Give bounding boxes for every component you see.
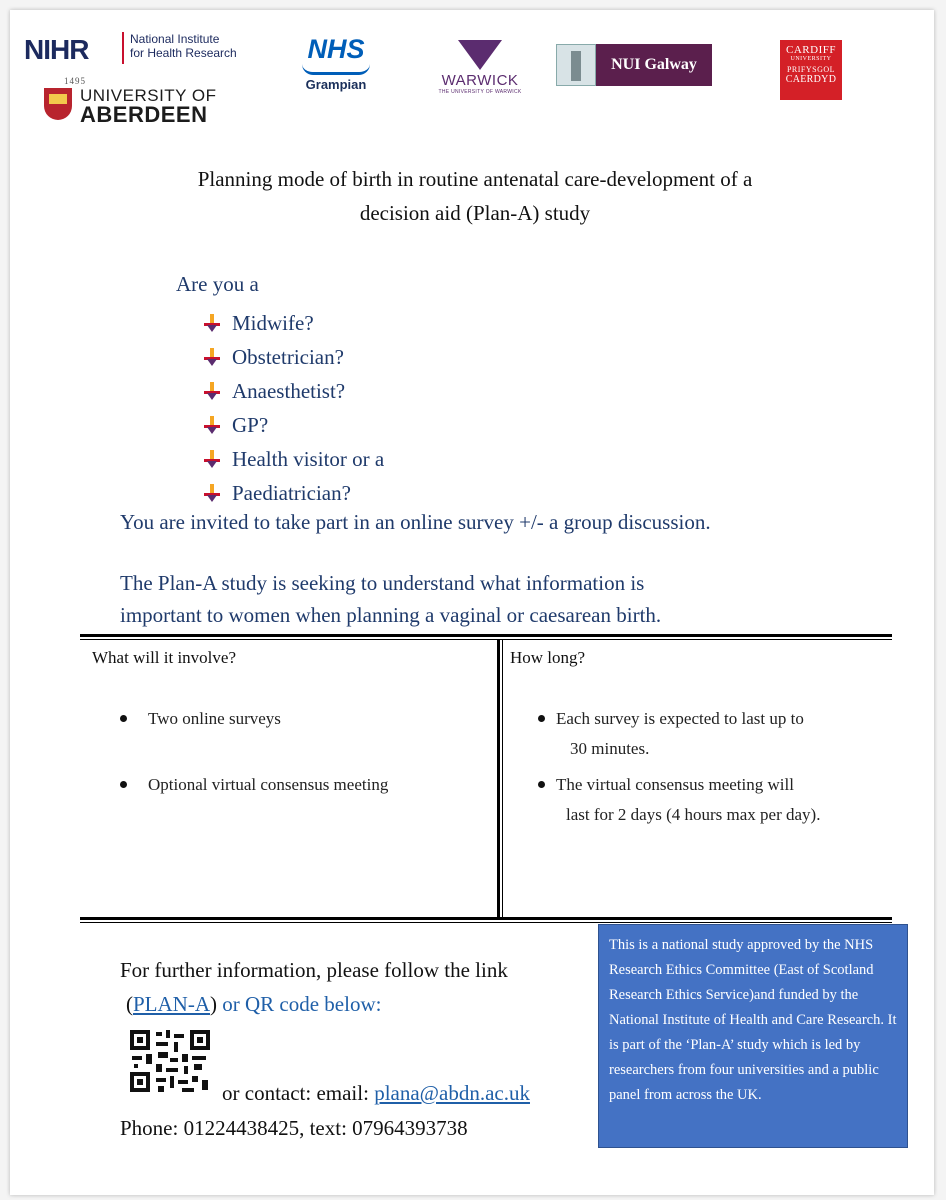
role-label: Midwife? bbox=[232, 310, 314, 335]
nuig-name: NUI Galway bbox=[596, 44, 712, 86]
list-item bbox=[204, 476, 384, 510]
duration-item-line1: Each survey is expected to last up to bbox=[556, 709, 804, 728]
arrow-bullet-icon bbox=[204, 382, 220, 400]
aberdeen-crest-icon bbox=[44, 88, 72, 120]
list-item bbox=[204, 340, 384, 374]
purpose-line1: The Plan-A study is seeking to understand what information is bbox=[120, 571, 645, 595]
involve-item: Optional virtual consensus meeting bbox=[148, 775, 389, 794]
nihr-line1: National Institute bbox=[130, 32, 220, 46]
aberdeen-line2: ABERDEEN bbox=[80, 102, 208, 127]
audience-lead: Are you a bbox=[176, 272, 259, 296]
arrow-bullet-icon bbox=[204, 484, 220, 502]
nihr-logo bbox=[24, 28, 254, 68]
nihr-divider bbox=[122, 32, 124, 64]
warwick-sub: THE UNIVERSITY OF WARWICK bbox=[438, 89, 522, 95]
nhs-wave-icon bbox=[302, 64, 370, 75]
warwick-name: WARWICK bbox=[441, 72, 519, 89]
purpose-text bbox=[120, 567, 820, 631]
table-top-rule bbox=[80, 634, 892, 637]
nihr-line2: for Health Research bbox=[130, 46, 237, 60]
involve-item: Two online surveys bbox=[148, 709, 281, 728]
table-top-rule-thin bbox=[80, 639, 892, 640]
purpose-line2: important to women when planning a vaginal or caesarean birth. bbox=[120, 603, 662, 627]
nui-galway-logo bbox=[556, 44, 712, 86]
role-label: GP? bbox=[232, 412, 269, 437]
table-column-divider bbox=[497, 640, 500, 920]
roles-list bbox=[204, 306, 384, 510]
link-close-paren: ) bbox=[210, 992, 217, 1016]
table-bottom-rule-thin bbox=[80, 922, 892, 923]
cardiff-line3: PRIFYSGOL bbox=[786, 65, 836, 74]
cardiff-line2: UNIVERSITY bbox=[790, 56, 832, 62]
phone-text: Phone: 01224438425, text: 07964393738 bbox=[120, 1116, 468, 1140]
list-item bbox=[538, 770, 898, 830]
qr-prompt: or QR code below: bbox=[217, 992, 382, 1016]
title-line2: decision aid (Plan-A) study bbox=[359, 201, 591, 225]
role-label: Health visitor or a bbox=[232, 446, 385, 471]
plan-a-link[interactable]: PLAN-A bbox=[133, 992, 210, 1016]
bullet-dot-icon bbox=[538, 781, 545, 788]
duration-item-line2: 30 minutes. bbox=[570, 739, 650, 758]
nuig-tower-icon bbox=[556, 44, 596, 86]
nihr-mark: NIHR bbox=[24, 34, 89, 65]
aberdeen-logo bbox=[44, 76, 244, 127]
flyer-page bbox=[10, 10, 934, 1195]
aberdeen-line1: UNIVERSITY OF bbox=[80, 86, 217, 105]
role-label: Paediatrician? bbox=[232, 480, 351, 505]
invite-text: You are invited to take part in an online survey +/- a group discussion. bbox=[120, 510, 711, 534]
info-link-line bbox=[126, 992, 381, 1017]
link-open-paren: ( bbox=[126, 992, 133, 1016]
cardiff-line1: CARDIFF bbox=[786, 44, 836, 56]
contact-line bbox=[222, 1081, 530, 1106]
aberdeen-year: 1495 bbox=[64, 76, 86, 86]
ethics-box: This is a national study approved by the NHS Research Ethics Committee (East of Scotland Research Ethics Service)and funded by the National Institute of Health and Care Research. It is part of the ‘Plan-A’ study which is led by researchers from four universities and a public panel from across the UK. bbox=[598, 924, 908, 1148]
list-item bbox=[120, 704, 281, 734]
bullet-dot-icon bbox=[120, 781, 127, 788]
list-item bbox=[538, 704, 888, 764]
table-bottom-rule bbox=[80, 917, 892, 920]
study-title bbox=[120, 162, 830, 230]
cardiff-line4: CAERDYD bbox=[785, 74, 837, 85]
bullet-dot-icon bbox=[538, 715, 545, 722]
qr-code-icon[interactable] bbox=[130, 1030, 210, 1092]
arrow-bullet-icon bbox=[204, 314, 220, 332]
list-item bbox=[204, 374, 384, 408]
table-column-divider-thin bbox=[502, 640, 503, 920]
cardiff-logo bbox=[780, 40, 842, 100]
info-text: For further information, please follow the link bbox=[120, 958, 508, 982]
bullet-dot-icon bbox=[120, 715, 127, 722]
role-label: Anaesthetist? bbox=[232, 378, 346, 403]
nhs-name: Grampian bbox=[305, 77, 367, 92]
duration-item-line2: last for 2 days (4 hours max per day). bbox=[566, 805, 821, 824]
role-label: Obstetrician? bbox=[232, 344, 344, 369]
how-long-header: How long? bbox=[510, 648, 586, 667]
warwick-logo bbox=[426, 40, 534, 100]
title-line1: Planning mode of birth in routine antenatal care-development of a bbox=[197, 167, 753, 191]
list-item bbox=[120, 770, 388, 800]
list-item bbox=[204, 408, 384, 442]
arrow-bullet-icon bbox=[204, 416, 220, 434]
nhs-grampian-logo bbox=[294, 34, 378, 98]
arrow-bullet-icon bbox=[204, 348, 220, 366]
list-item bbox=[204, 442, 384, 476]
nhs-mark: NHS bbox=[307, 34, 365, 64]
arrow-bullet-icon bbox=[204, 450, 220, 468]
email-link[interactable]: plana@abdn.ac.uk bbox=[374, 1081, 530, 1105]
duration-item-line1: The virtual consensus meeting will bbox=[556, 775, 794, 794]
warwick-mark-icon bbox=[458, 40, 502, 70]
contact-prefix: or contact: email: bbox=[222, 1081, 375, 1105]
list-item bbox=[204, 306, 384, 340]
nihr-name bbox=[130, 32, 237, 60]
involve-header: What will it involve? bbox=[92, 648, 236, 667]
